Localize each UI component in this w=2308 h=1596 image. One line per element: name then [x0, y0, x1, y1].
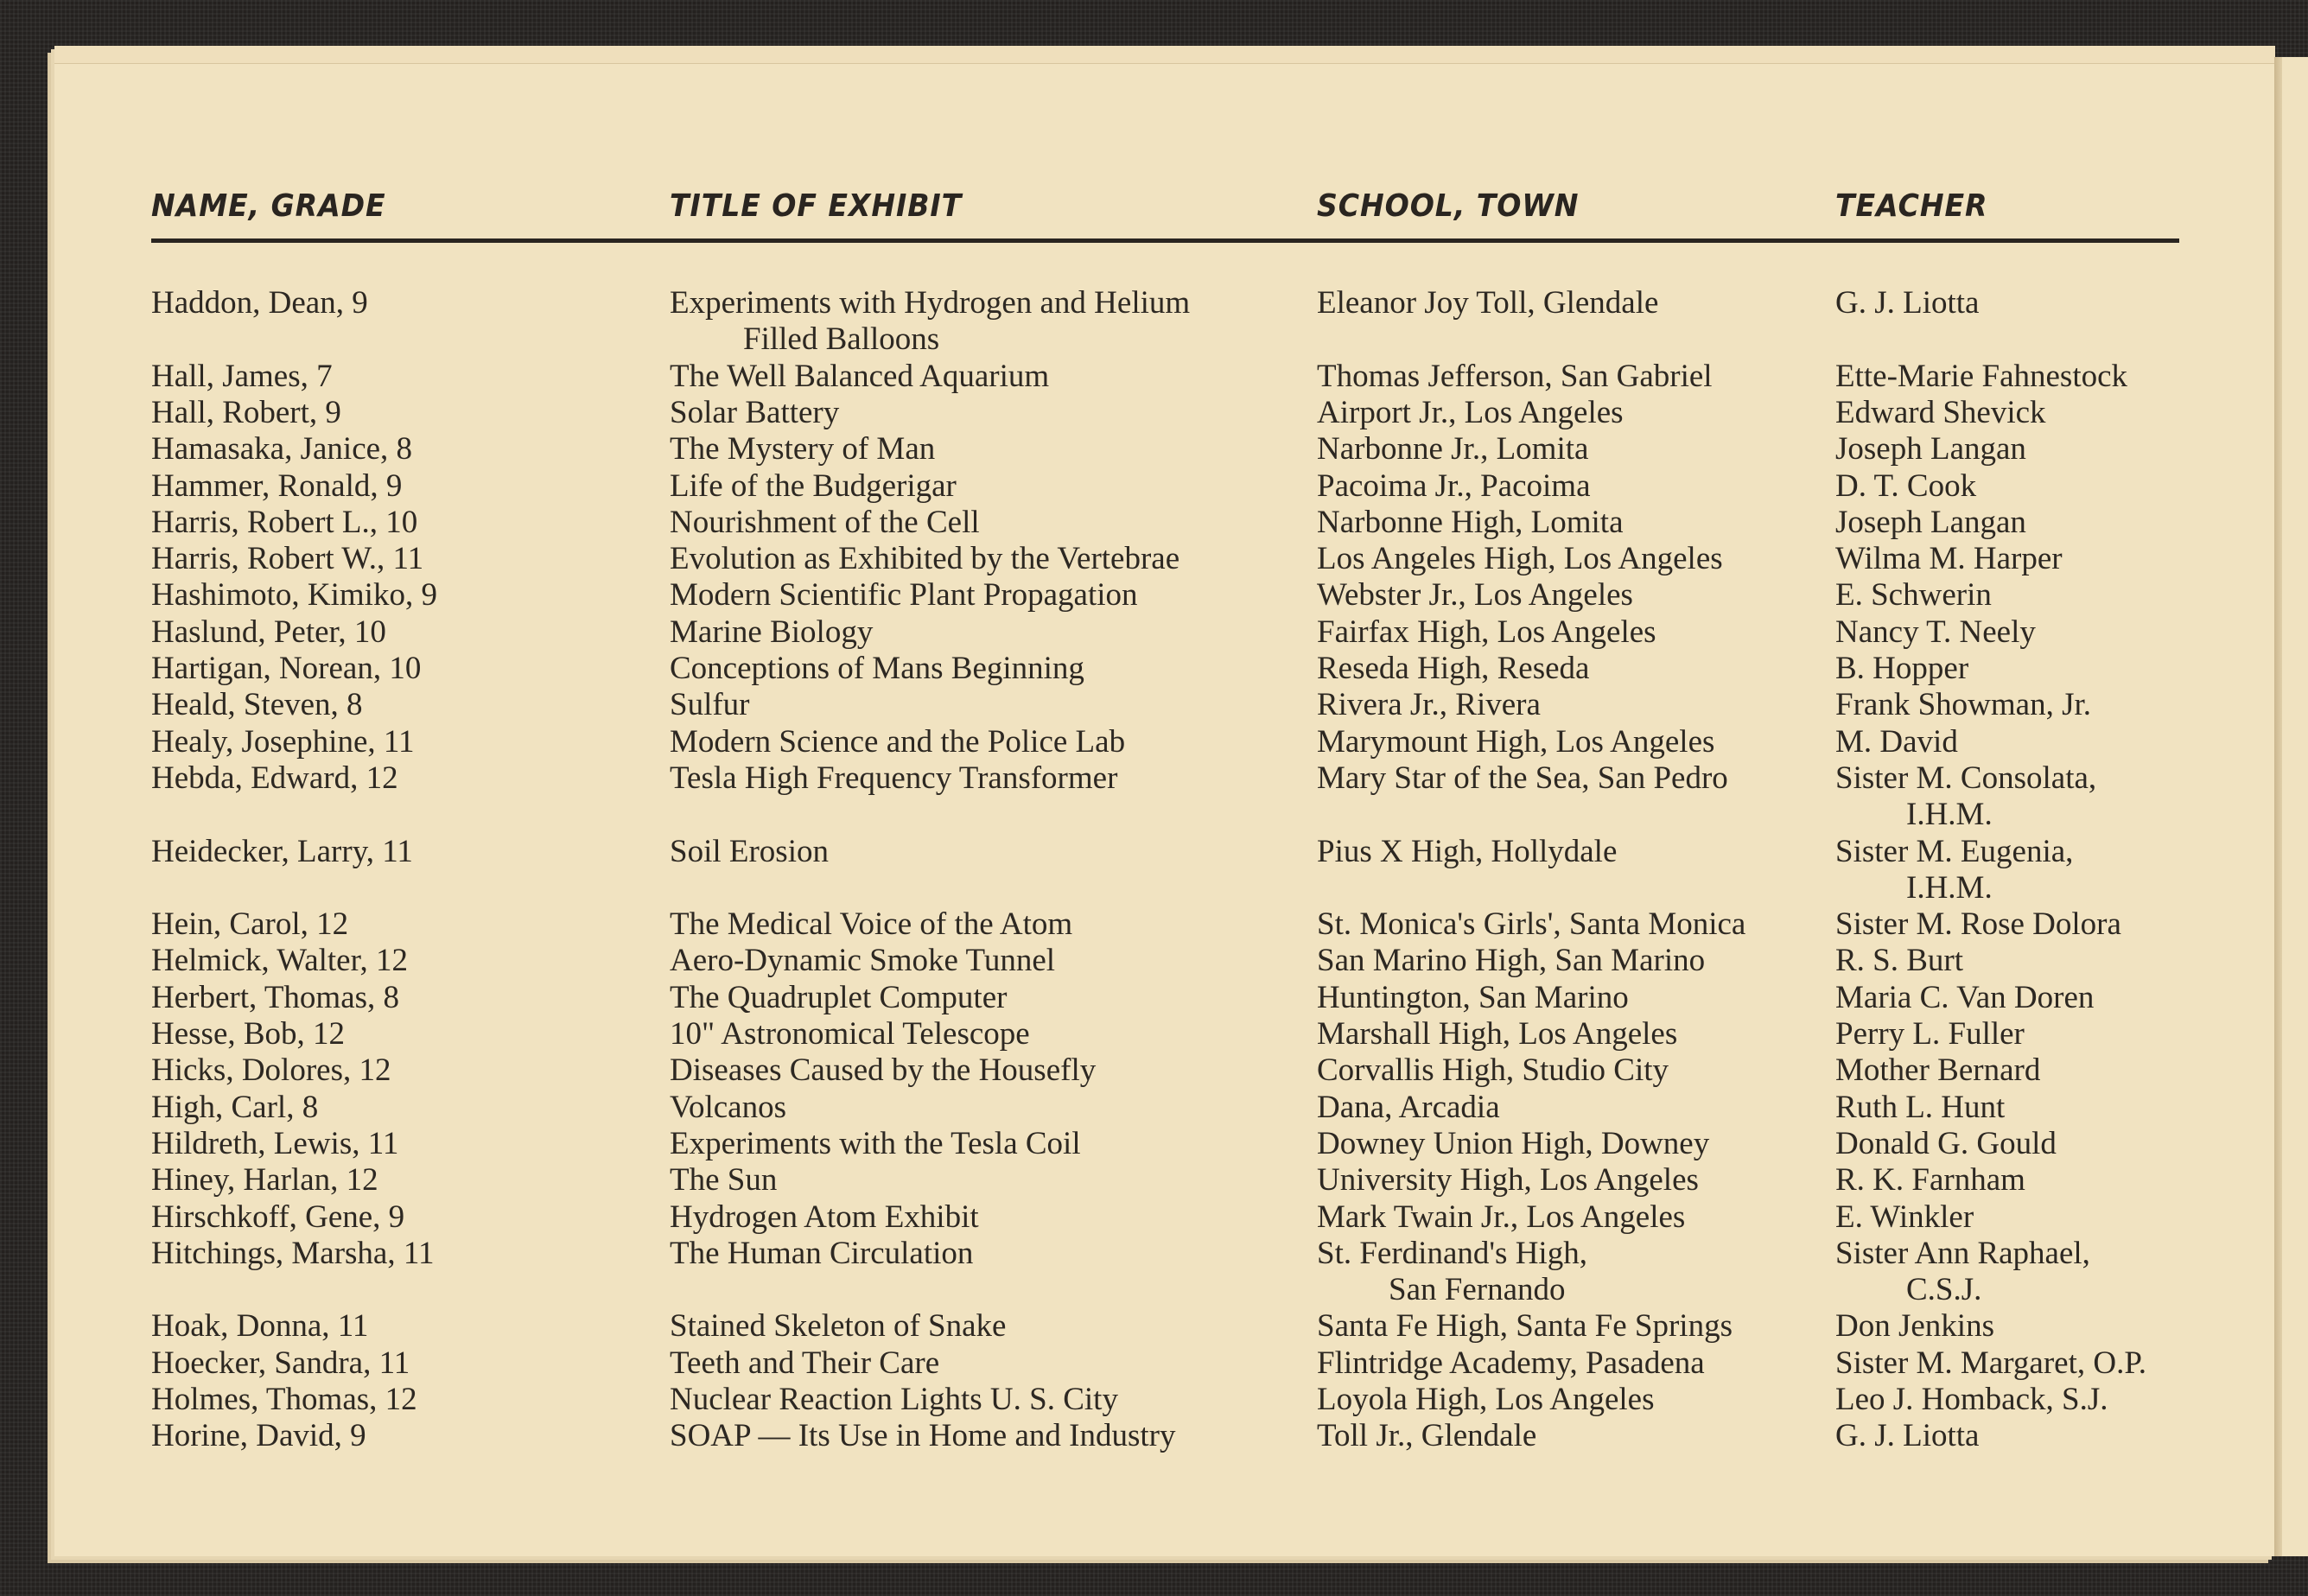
entry-name-grade: Hicks, Dolores, 12: [151, 1052, 391, 1089]
entry-name-grade: Herbert, Thomas, 8: [151, 979, 400, 1015]
entry-name-grade: Hebda, Edward, 12: [151, 760, 398, 796]
entry-teacher: E. Winkler: [1835, 1199, 1974, 1235]
entry-exhibit-title: Volcanos: [670, 1089, 786, 1125]
entry-teacher: Donald G. Gould: [1835, 1125, 2057, 1161]
header-school-town: SCHOOL, TOWN: [1317, 188, 1580, 224]
entry-exhibit-title: The Sun: [670, 1162, 778, 1199]
facing-page-edge: [2282, 57, 2308, 1556]
entry-exhibit-title: Evolution as Exhibited by the Vertebrae: [670, 541, 1180, 577]
entry-teacher: R. S. Burt: [1835, 943, 1964, 979]
entry-teacher: Wilma M. Harper: [1835, 541, 2063, 577]
entry-school-town: Downey Union High, Downey: [1317, 1125, 1710, 1161]
entry-exhibit-title: The Mystery of Man: [670, 431, 936, 467]
entry-school-town: Marshall High, Los Angeles: [1317, 1016, 1678, 1052]
entry-exhibit-title: Stained Skeleton of Snake: [670, 1308, 1007, 1345]
entry-name-grade: Hashimoto, Kimiko, 9: [151, 577, 437, 614]
entry-exhibit-title: 10" Astronomical Telescope: [670, 1016, 1030, 1052]
entry-name-grade: Healy, Josephine, 11: [151, 723, 415, 760]
entry-teacher: G. J. Liotta: [1835, 285, 1980, 321]
entry-name-grade: Horine, David, 9: [151, 1418, 366, 1454]
entry-name-grade: Hartigan, Norean, 10: [151, 651, 422, 686]
entry-school-town: Pius X High, Hollydale: [1317, 833, 1618, 869]
entry-exhibit-title: The Medical Voice of the Atom: [670, 906, 1073, 943]
entry-teacher: Sister M. Margaret, O.P.: [1835, 1345, 2147, 1381]
entry-name-grade: Hoak, Donna, 11: [151, 1308, 369, 1345]
entry-exhibit-title: Tesla High Frequency Transformer: [670, 760, 1118, 796]
entry-school-town: St. Ferdinand's High,: [1317, 1235, 1587, 1271]
header-teacher: TEACHER: [1835, 188, 1988, 224]
entry-school-town: San Marino High, San Marino: [1317, 943, 1706, 979]
book-spine: [2274, 57, 2282, 1556]
entry-exhibit-title: Experiments with the Tesla Coil: [670, 1125, 1081, 1161]
entry-school-town: Corvallis High, Studio City: [1317, 1052, 1669, 1089]
entry-exhibit-title: The Well Balanced Aquarium: [670, 358, 1050, 394]
entry-teacher: Joseph Langan: [1835, 431, 2026, 467]
entry-teacher-cont: I.H.M.: [1906, 869, 1993, 906]
entry-teacher: Ruth L. Hunt: [1835, 1089, 2006, 1125]
entry-exhibit-title: Conceptions of Mans Beginning: [670, 651, 1084, 686]
entry-name-grade: Haslund, Peter, 10: [151, 614, 386, 650]
entry-exhibit-title: Marine Biology: [670, 614, 874, 650]
entry-exhibit-title: The Quadruplet Computer: [670, 979, 1008, 1015]
entry-school-town: Airport Jr., Los Angeles: [1317, 394, 1624, 430]
entry-exhibit-title: Aero-Dynamic Smoke Tunnel: [670, 943, 1056, 979]
entry-teacher-cont: I.H.M.: [1906, 797, 1993, 833]
entry-school-town: Reseda High, Reseda: [1317, 651, 1590, 686]
entry-exhibit-title: Sulfur: [670, 687, 750, 723]
entry-teacher-cont: C.S.J.: [1906, 1272, 1982, 1308]
entry-school-town: St. Monica's Girls', Santa Monica: [1317, 906, 1746, 943]
entry-exhibit-title: Modern Scientific Plant Propagation: [670, 577, 1138, 614]
entry-exhibit-title: Nourishment of the Cell: [670, 504, 980, 540]
entry-name-grade: Heidecker, Larry, 11: [151, 833, 413, 869]
entry-teacher: Nancy T. Neely: [1835, 614, 2036, 650]
entry-teacher: Edward Shevick: [1835, 394, 2046, 430]
entry-teacher: Ette-Marie Fahnestock: [1835, 358, 2128, 394]
entry-name-grade: Hein, Carol, 12: [151, 906, 349, 943]
entry-school-town: Mary Star of the Sea, San Pedro: [1317, 760, 1728, 796]
header-title-of-exhibit: TITLE OF EXHIBIT: [670, 188, 963, 224]
entry-school-town: Pacoima Jr., Pacoima: [1317, 467, 1591, 504]
entry-exhibit-title: Solar Battery: [670, 394, 840, 430]
entry-school-town: Narbonne Jr., Lomita: [1317, 431, 1589, 467]
entry-teacher: Sister Ann Raphael,: [1835, 1235, 2090, 1271]
entry-name-grade: Harris, Robert L., 10: [151, 504, 418, 540]
entry-name-grade: Hesse, Bob, 12: [151, 1016, 346, 1052]
entry-school-town: Los Angeles High, Los Angeles: [1317, 541, 1723, 577]
entry-name-grade: Hildreth, Lewis, 11: [151, 1125, 399, 1161]
entry-name-grade: Hirschkoff, Gene, 9: [151, 1199, 405, 1235]
entry-school-town: Huntington, San Marino: [1317, 979, 1629, 1015]
entry-exhibit-title: Experiments with Hydrogen and Helium: [670, 285, 1191, 321]
entry-name-grade: Hamasaka, Janice, 8: [151, 431, 413, 467]
entry-exhibit-title-cont: Filled Balloons: [743, 321, 940, 358]
entry-exhibit-title: Diseases Caused by the Housefly: [670, 1052, 1097, 1089]
entry-school-town: University High, Los Angeles: [1317, 1162, 1699, 1199]
entry-school-town: Fairfax High, Los Angeles: [1317, 614, 1656, 650]
entry-teacher: Frank Showman, Jr.: [1835, 687, 2091, 723]
entry-teacher: B. Hopper: [1835, 651, 1969, 686]
entry-school-town: Flintridge Academy, Pasadena: [1317, 1345, 1705, 1381]
entry-name-grade: Haddon, Dean, 9: [151, 285, 368, 321]
entry-exhibit-title: The Human Circulation: [670, 1235, 974, 1271]
header-rule: [151, 238, 2179, 243]
entry-name-grade: Hammer, Ronald, 9: [151, 467, 403, 504]
entry-school-town: Toll Jr., Glendale: [1317, 1418, 1537, 1454]
entry-exhibit-title: Modern Science and the Police Lab: [670, 723, 1126, 760]
entry-teacher: Leo J. Homback, S.J.: [1835, 1382, 2108, 1417]
header-name-grade: NAME, GRADE: [151, 188, 386, 224]
entry-name-grade: Helmick, Walter, 12: [151, 943, 408, 979]
entry-name-grade: High, Carl, 8: [151, 1089, 319, 1125]
entry-teacher: Mother Bernard: [1835, 1052, 2041, 1089]
entry-exhibit-title: Hydrogen Atom Exhibit: [670, 1199, 979, 1235]
entry-teacher: R. K. Farnham: [1835, 1162, 2025, 1199]
entry-teacher: M. David: [1835, 723, 1958, 760]
entry-teacher: Joseph Langan: [1835, 504, 2026, 540]
entry-name-grade: Holmes, Thomas, 12: [151, 1382, 417, 1417]
entry-name-grade: Hall, Robert, 9: [151, 394, 341, 430]
entry-teacher: E. Schwerin: [1835, 577, 1992, 614]
entry-school-town: Thomas Jefferson, San Gabriel: [1317, 358, 1713, 394]
entry-school-town: Narbonne High, Lomita: [1317, 504, 1624, 540]
entry-school-town: Mark Twain Jr., Los Angeles: [1317, 1199, 1686, 1235]
entry-teacher: Sister M. Consolata,: [1835, 760, 2097, 796]
entry-exhibit-title: Nuclear Reaction Lights U. S. City: [670, 1382, 1118, 1417]
entry-school-town: Marymount High, Los Angeles: [1317, 723, 1715, 760]
entry-school-town: Santa Fe High, Santa Fe Springs: [1317, 1308, 1733, 1345]
entry-name-grade: Hiney, Harlan, 12: [151, 1162, 378, 1199]
entry-school-town: Webster Jr., Los Angeles: [1317, 577, 1633, 614]
entry-school-town: Rivera Jr., Rivera: [1317, 687, 1541, 723]
page-edge: [54, 46, 2275, 64]
entry-teacher: Don Jenkins: [1835, 1308, 1994, 1345]
entry-teacher: Sister M. Eugenia,: [1835, 833, 2074, 869]
entry-exhibit-title: Teeth and Their Care: [670, 1345, 940, 1381]
entry-exhibit-title: SOAP — Its Use in Home and Industry: [670, 1418, 1176, 1454]
entry-teacher: G. J. Liotta: [1835, 1418, 1980, 1454]
entry-teacher: D. T. Cook: [1835, 467, 1977, 504]
entry-school-town: Loyola High, Los Angeles: [1317, 1382, 1655, 1417]
entry-name-grade: Hoecker, Sandra, 11: [151, 1345, 410, 1381]
entry-school-town: Dana, Arcadia: [1317, 1089, 1500, 1125]
entry-name-grade: Heald, Steven, 8: [151, 687, 363, 723]
entry-exhibit-title: Life of the Budgerigar: [670, 467, 957, 504]
entry-teacher: Maria C. Van Doren: [1835, 979, 2095, 1015]
entry-exhibit-title: Soil Erosion: [670, 833, 829, 869]
entry-name-grade: Hitchings, Marsha, 11: [151, 1235, 435, 1271]
entry-name-grade: Harris, Robert W., 11: [151, 541, 424, 577]
entry-teacher: Perry L. Fuller: [1835, 1016, 2025, 1052]
entry-name-grade: Hall, James, 7: [151, 358, 333, 394]
entry-school-town: Eleanor Joy Toll, Glendale: [1317, 285, 1659, 321]
entry-teacher: Sister M. Rose Dolora: [1835, 906, 2121, 943]
entry-school-town-cont: San Fernando: [1389, 1272, 1566, 1308]
